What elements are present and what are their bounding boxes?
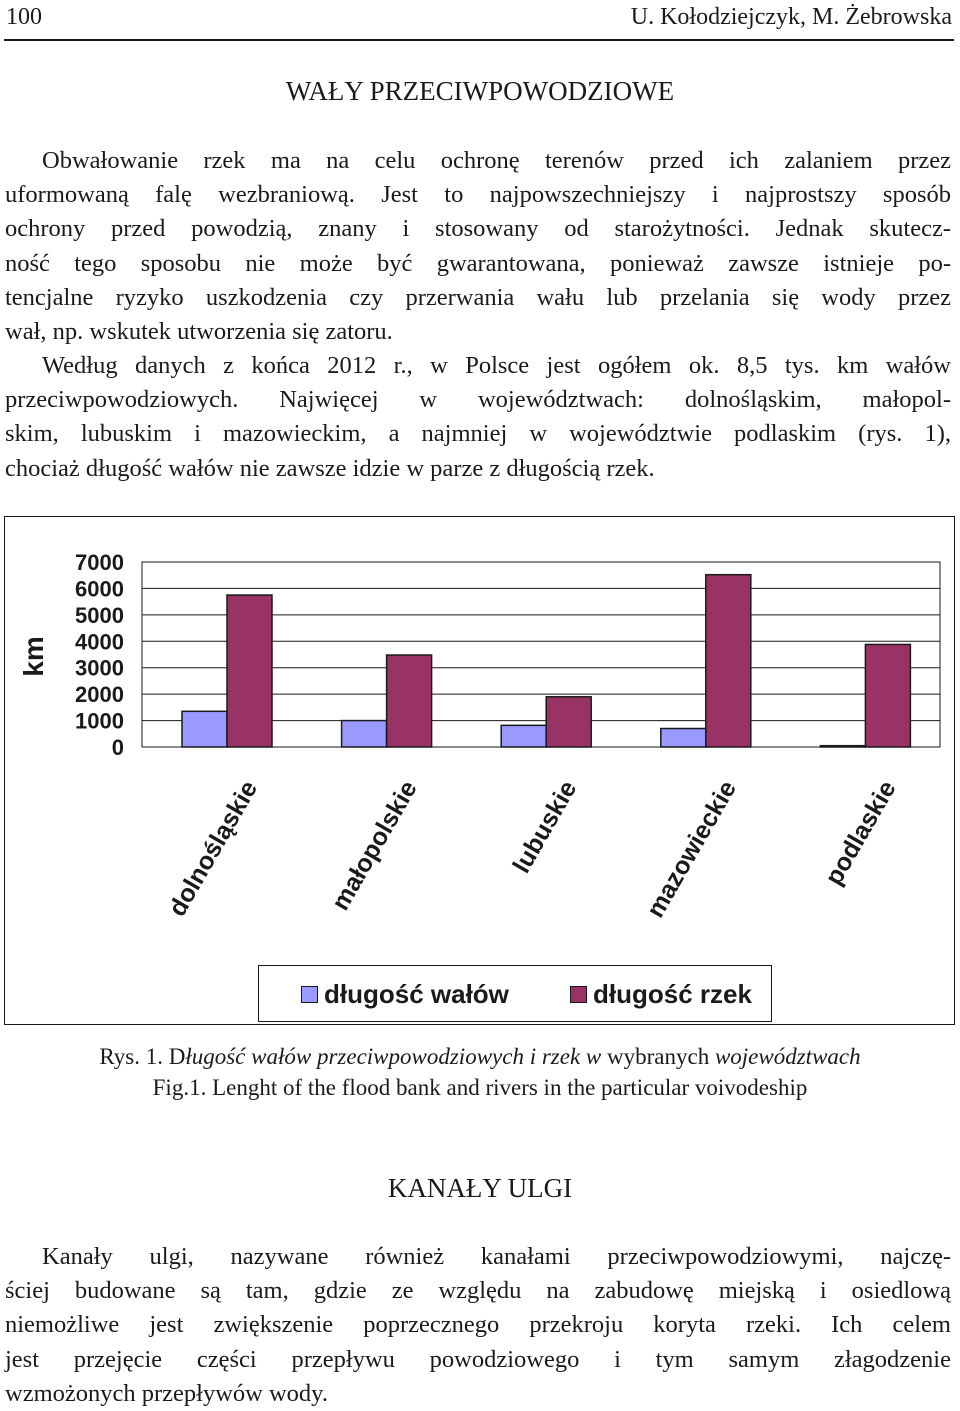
legend-swatch-rivers: [570, 986, 587, 1003]
caption-pl-mid: wybranych: [601, 1044, 715, 1069]
y-tick-label: 2000: [75, 682, 124, 708]
bar-rivers: [387, 655, 432, 747]
bar-rivers: [865, 644, 910, 747]
figure-caption-pl: [0, 1044, 960, 1070]
paragraph-line: Obwałowanie rzek ma na celu ochronę terenów przed ich zalaniem przez: [42, 147, 951, 174]
bar-flood-banks: [501, 725, 546, 747]
figure-1-chart: [4, 516, 955, 1025]
bar-chart: [5, 517, 956, 1026]
paragraph-line: ochrony przed powodzią, znany i stosowany od starożytności. Jednak skutecz-: [5, 215, 951, 243]
paragraph-line: tencjalne ryzyko uszkodzenia czy przerwania wału lub przelania się wody przez: [5, 283, 951, 311]
page-number: 100: [6, 4, 42, 30]
bar-flood-banks: [342, 721, 387, 747]
paragraph-line: wał, np. wskutek utworzenia się zatoru.: [5, 318, 393, 346]
y-tick-label: 3000: [75, 655, 124, 681]
y-axis-label: km: [18, 636, 49, 677]
paragraph-line: ność tego sposobu nie może być gwarantowana, ponieważ zawsze istnieje po-: [5, 249, 951, 277]
paragraph-line: jest przejęcie części przepływu powodziowego i tym samym złagodzenie: [5, 1345, 951, 1373]
bar-rivers: [227, 595, 272, 747]
caption-pl-prefix: Rys. 1. D: [99, 1044, 186, 1069]
paragraph-line: Według danych z końca 2012 r., w Polsce jest ogółem ok. 8,5 tys. km wałów: [42, 352, 951, 379]
y-tick-label: 6000: [75, 576, 124, 602]
y-tick-label: 4000: [75, 629, 124, 655]
bar-flood-banks: [182, 711, 227, 747]
header-rule: [4, 39, 954, 41]
y-tick-label: 5000: [75, 602, 124, 628]
x-tick-label: lubuskie: [507, 776, 583, 878]
x-tick-label: dolnośląskie: [163, 776, 264, 922]
paragraph-line: uformowaną falę wezbraniową. Jest to najpowszechniejszy i najprostszy sposób: [5, 181, 951, 209]
paragraph-line: ściej budowane są tam, gdzie ze względu na zabudowę miejską i osiedlową: [5, 1277, 951, 1305]
section-heading-relief-channels: KANAŁY ULGI: [387, 1173, 573, 1203]
caption-pl-italic-2: województwach: [714, 1044, 861, 1069]
figure-caption-en: Fig.1. Lenght of the flood bank and rivers in the particular voivodeship: [152, 1075, 808, 1100]
paragraph-line: chociaż długość wałów nie zawsze idzie w parze z długością rzek.: [5, 454, 655, 482]
legend-item-flood-banks: [301, 979, 509, 1009]
x-tick-label: mazowieckie: [641, 776, 742, 923]
bar-flood-banks: [820, 746, 865, 747]
bar-rivers: [706, 575, 751, 747]
x-tick-label: podlaskie: [819, 776, 902, 890]
legend-item-rivers: [570, 979, 752, 1009]
bar-rivers: [546, 697, 591, 747]
x-tick-label: małopolskie: [326, 776, 423, 916]
legend-label-flood-banks: długość wałów: [324, 979, 509, 1009]
y-tick-label: 1000: [75, 708, 124, 734]
paragraph-flood-banks-statistics: [5, 349, 951, 486]
running-header-authors: U. Kołodziejczyk, M. Żebrowska: [630, 4, 952, 30]
paragraph-line: Kanały ulgi, nazywane również kanałami przeciwpowodziowymi, najczę-: [42, 1243, 951, 1270]
caption-pl-italic-1: ługość wałów przeciwpowodziowych i rzek w: [185, 1044, 602, 1069]
running-header: [4, 4, 954, 38]
legend-label-rivers: długość rzek: [593, 979, 752, 1009]
paragraph-relief-channels: [5, 1240, 951, 1411]
y-tick-label: 0: [111, 735, 124, 760]
paragraph-line: skim, lubuskim i mazowieckim, a najmniej w województwie podlaskim (rys. 1),: [5, 420, 951, 448]
paragraph-line: wzmożonych przepływów wody.: [5, 1379, 328, 1407]
paragraph-line: przeciwpowodziowych. Najwięcej w województwach: dolnośląskim, małopol-: [5, 386, 951, 414]
paragraph-flood-banks-intro: [5, 144, 951, 349]
chart-legend: [258, 965, 772, 1022]
legend-swatch-flood-banks: [301, 986, 318, 1003]
section-heading-flood-banks: WAŁY PRZECIWPOWODZIOWE: [285, 76, 675, 106]
y-tick-label: 7000: [75, 550, 124, 575]
bar-flood-banks: [661, 729, 706, 748]
paragraph-line: niemożliwe jest zwiększenie poprzecznego przekroju koryta rzeki. Ich celem: [5, 1311, 951, 1339]
